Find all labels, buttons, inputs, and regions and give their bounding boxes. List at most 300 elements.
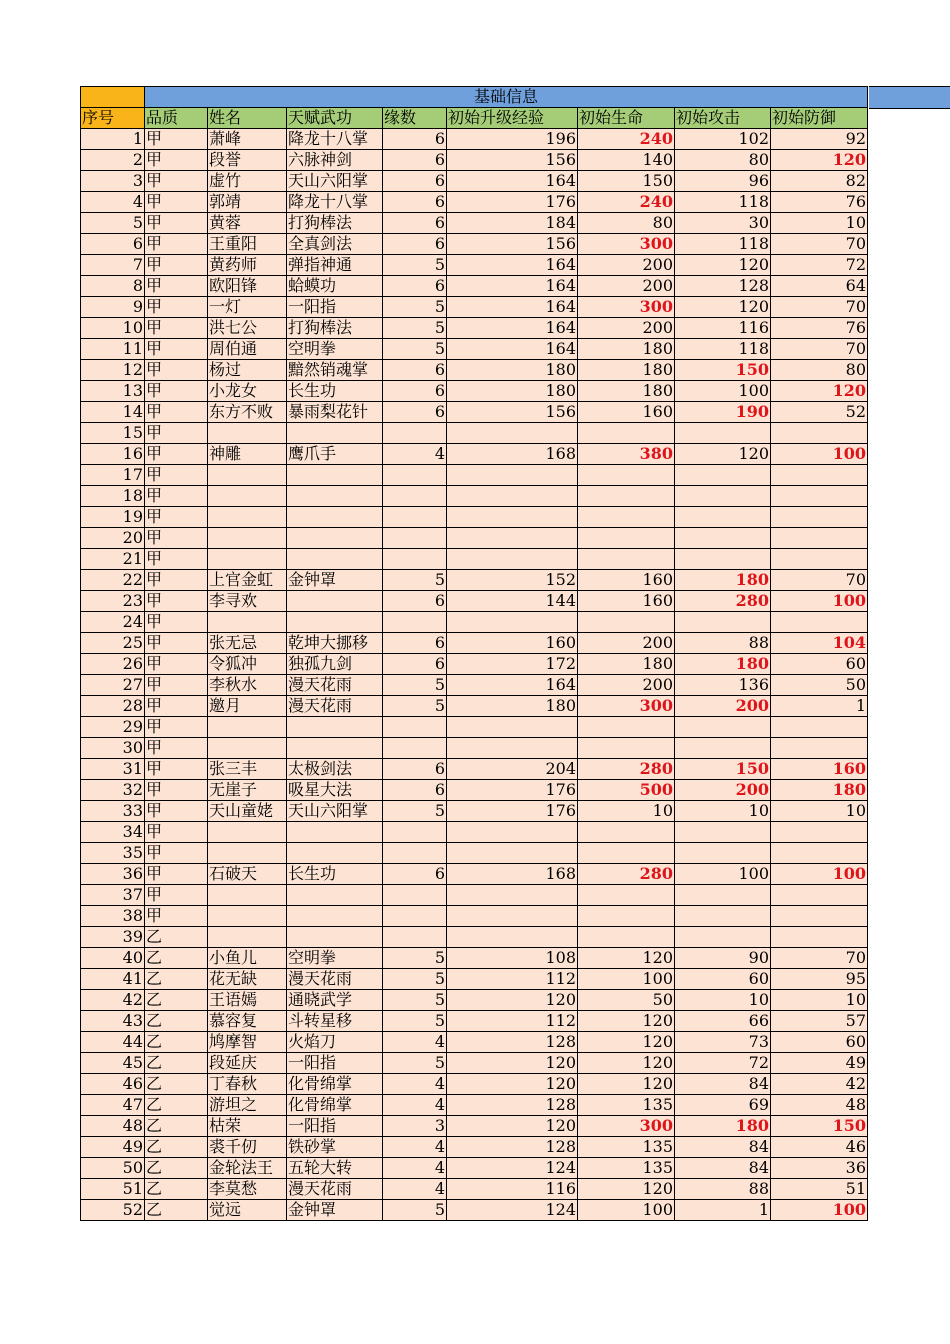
cell-hp[interactable] [578,549,675,570]
cell-seq[interactable]: 31 [81,759,145,780]
cell-def[interactable]: 10 [771,213,868,234]
cell-seq[interactable]: 27 [81,675,145,696]
cell-atk[interactable] [675,906,771,927]
cell-skill[interactable] [287,549,383,570]
cell-hp[interactable]: 240 [578,129,675,150]
cell-seq[interactable]: 2 [81,150,145,171]
cell-name[interactable]: 花无缺 [208,969,287,990]
cell-seq[interactable]: 5 [81,213,145,234]
cell-exp[interactable] [447,843,578,864]
cell-exp[interactable]: 156 [447,402,578,423]
cell-def[interactable] [771,549,868,570]
cell-atk[interactable] [675,927,771,948]
cell-hp[interactable]: 180 [578,360,675,381]
cell-quality[interactable]: 甲 [145,444,208,465]
cell-name[interactable] [208,528,287,549]
cell-seq[interactable]: 36 [81,864,145,885]
cell-skill[interactable] [287,843,383,864]
cell-name[interactable]: 周伯通 [208,339,287,360]
cell-seq[interactable]: 45 [81,1053,145,1074]
cell-atk[interactable] [675,423,771,444]
cell-exp[interactable]: 112 [447,1011,578,1032]
cell-atk[interactable] [675,843,771,864]
cell-atk[interactable] [675,738,771,759]
cell-fate[interactable]: 6 [383,360,447,381]
cell-seq[interactable]: 18 [81,486,145,507]
cell-atk[interactable]: 200 [675,696,771,717]
cell-def[interactable] [771,507,868,528]
cell-fate[interactable] [383,906,447,927]
cell-exp[interactable]: 112 [447,969,578,990]
cell-def[interactable]: 150 [771,1116,868,1137]
cell-exp[interactable]: 120 [447,1053,578,1074]
cell-atk[interactable] [675,885,771,906]
cell-hp[interactable]: 240 [578,192,675,213]
cell-def[interactable] [771,843,868,864]
cell-skill[interactable]: 长生功 [287,864,383,885]
cell-fate[interactable]: 6 [383,402,447,423]
cell-def[interactable]: 60 [771,654,868,675]
cell-def[interactable]: 49 [771,1053,868,1074]
cell-name[interactable]: 天山童姥 [208,801,287,822]
cell-fate[interactable] [383,927,447,948]
cell-def[interactable]: 1 [771,696,868,717]
header-atk[interactable]: 初始攻击 [675,108,771,129]
cell-exp[interactable]: 116 [447,1179,578,1200]
cell-skill[interactable]: 五轮大转 [287,1158,383,1179]
cell-fate[interactable]: 5 [383,969,447,990]
cell-seq[interactable]: 3 [81,171,145,192]
cell-name[interactable]: 上官金虹 [208,570,287,591]
cell-fate[interactable] [383,822,447,843]
cell-exp[interactable] [447,486,578,507]
cell-def[interactable] [771,927,868,948]
cell-fate[interactable]: 6 [383,864,447,885]
cell-skill[interactable] [287,528,383,549]
cell-def[interactable]: 70 [771,570,868,591]
cell-hp[interactable] [578,486,675,507]
cell-exp[interactable]: 164 [447,297,578,318]
cell-def[interactable]: 60 [771,1032,868,1053]
cell-exp[interactable]: 156 [447,150,578,171]
cell-atk[interactable]: 120 [675,297,771,318]
cell-quality[interactable]: 甲 [145,318,208,339]
cell-exp[interactable]: 124 [447,1158,578,1179]
cell-name[interactable]: 丁春秋 [208,1074,287,1095]
cell-fate[interactable]: 5 [383,1011,447,1032]
cell-fate[interactable]: 6 [383,213,447,234]
cell-seq[interactable]: 37 [81,885,145,906]
cell-atk[interactable]: 150 [675,759,771,780]
cell-quality[interactable]: 甲 [145,738,208,759]
cell-name[interactable]: 萧峰 [208,129,287,150]
cell-seq[interactable]: 23 [81,591,145,612]
cell-exp[interactable] [447,885,578,906]
cell-skill[interactable] [287,591,383,612]
cell-def[interactable] [771,906,868,927]
cell-hp[interactable] [578,423,675,444]
cell-seq[interactable]: 30 [81,738,145,759]
cell-exp[interactable] [447,423,578,444]
cell-skill[interactable]: 斗转星移 [287,1011,383,1032]
cell-name[interactable]: 黄蓉 [208,213,287,234]
cell-hp[interactable]: 180 [578,654,675,675]
cell-fate[interactable]: 4 [383,1032,447,1053]
cell-atk[interactable]: 180 [675,1116,771,1137]
cell-hp[interactable]: 200 [578,633,675,654]
cell-hp[interactable]: 280 [578,864,675,885]
cell-hp[interactable]: 160 [578,570,675,591]
cell-def[interactable] [771,822,868,843]
cell-name[interactable] [208,906,287,927]
cell-name[interactable]: 枯荣 [208,1116,287,1137]
cell-name[interactable] [208,507,287,528]
cell-seq[interactable]: 51 [81,1179,145,1200]
header-fate[interactable]: 缘数 [383,108,447,129]
cell-exp[interactable] [447,717,578,738]
cell-def[interactable] [771,465,868,486]
cell-quality[interactable]: 乙 [145,927,208,948]
cell-exp[interactable]: 164 [447,339,578,360]
cell-hp[interactable] [578,906,675,927]
header-skill[interactable]: 天赋武功 [287,108,383,129]
cell-fate[interactable] [383,507,447,528]
cell-skill[interactable]: 吸星大法 [287,780,383,801]
cell-atk[interactable]: 30 [675,213,771,234]
cell-fate[interactable]: 4 [383,1074,447,1095]
cell-exp[interactable]: 128 [447,1137,578,1158]
cell-skill[interactable]: 空明拳 [287,948,383,969]
cell-atk[interactable]: 96 [675,171,771,192]
cell-name[interactable]: 虚竹 [208,171,287,192]
cell-quality[interactable]: 乙 [145,990,208,1011]
cell-atk[interactable]: 200 [675,780,771,801]
cell-skill[interactable] [287,465,383,486]
cell-hp[interactable]: 160 [578,591,675,612]
cell-seq[interactable]: 32 [81,780,145,801]
cell-seq[interactable]: 15 [81,423,145,444]
cell-quality[interactable]: 甲 [145,843,208,864]
cell-fate[interactable]: 5 [383,1200,447,1221]
cell-seq[interactable]: 40 [81,948,145,969]
cell-skill[interactable]: 降龙十八掌 [287,129,383,150]
cell-quality[interactable]: 乙 [145,1095,208,1116]
cell-skill[interactable]: 降龙十八掌 [287,192,383,213]
cell-quality[interactable]: 乙 [145,969,208,990]
cell-fate[interactable]: 6 [383,234,447,255]
cell-fate[interactable]: 6 [383,633,447,654]
cell-seq[interactable]: 33 [81,801,145,822]
cell-quality[interactable]: 甲 [145,171,208,192]
cell-exp[interactable] [447,927,578,948]
cell-name[interactable]: 王重阳 [208,234,287,255]
cell-hp[interactable]: 500 [578,780,675,801]
cell-hp[interactable]: 135 [578,1095,675,1116]
cell-fate[interactable]: 6 [383,780,447,801]
cell-skill[interactable]: 长生功 [287,381,383,402]
cell-name[interactable]: 觉远 [208,1200,287,1221]
cell-def[interactable]: 70 [771,339,868,360]
cell-quality[interactable]: 甲 [145,486,208,507]
cell-skill[interactable]: 打狗棒法 [287,213,383,234]
cell-hp[interactable] [578,843,675,864]
cell-atk[interactable]: 100 [675,381,771,402]
cell-def[interactable]: 120 [771,150,868,171]
cell-seq[interactable]: 41 [81,969,145,990]
cell-hp[interactable]: 300 [578,1116,675,1137]
cell-skill[interactable]: 漫天花雨 [287,696,383,717]
cell-quality[interactable]: 甲 [145,402,208,423]
cell-fate[interactable] [383,843,447,864]
cell-atk[interactable]: 84 [675,1158,771,1179]
cell-exp[interactable]: 108 [447,948,578,969]
cell-name[interactable] [208,717,287,738]
cell-exp[interactable] [447,465,578,486]
cell-fate[interactable]: 4 [383,444,447,465]
cell-hp[interactable]: 180 [578,339,675,360]
cell-exp[interactable]: 164 [447,171,578,192]
cell-def[interactable]: 95 [771,969,868,990]
cell-exp[interactable]: 124 [447,1200,578,1221]
cell-seq[interactable]: 47 [81,1095,145,1116]
cell-hp[interactable] [578,612,675,633]
cell-hp[interactable]: 100 [578,1200,675,1221]
cell-exp[interactable]: 180 [447,381,578,402]
cell-seq[interactable]: 13 [81,381,145,402]
cell-hp[interactable]: 120 [578,1074,675,1095]
cell-hp[interactable]: 150 [578,171,675,192]
cell-fate[interactable] [383,717,447,738]
cell-exp[interactable]: 120 [447,1116,578,1137]
cell-exp[interactable] [447,549,578,570]
cell-hp[interactable] [578,465,675,486]
cell-seq[interactable]: 50 [81,1158,145,1179]
cell-quality[interactable]: 甲 [145,339,208,360]
cell-seq[interactable]: 26 [81,654,145,675]
cell-skill[interactable] [287,906,383,927]
cell-seq[interactable]: 48 [81,1116,145,1137]
cell-seq[interactable]: 1 [81,129,145,150]
cell-hp[interactable]: 120 [578,1011,675,1032]
cell-skill[interactable]: 通晓武学 [287,990,383,1011]
cell-fate[interactable]: 5 [383,255,447,276]
cell-quality[interactable]: 甲 [145,717,208,738]
cell-exp[interactable]: 172 [447,654,578,675]
cell-name[interactable]: 小龙女 [208,381,287,402]
cell-seq[interactable]: 19 [81,507,145,528]
cell-skill[interactable]: 漫天花雨 [287,675,383,696]
cell-atk[interactable] [675,507,771,528]
cell-skill[interactable] [287,738,383,759]
cell-exp[interactable]: 160 [447,633,578,654]
cell-skill[interactable]: 弹指神通 [287,255,383,276]
cell-fate[interactable] [383,885,447,906]
cell-skill[interactable]: 黯然销魂掌 [287,360,383,381]
cell-fate[interactable]: 6 [383,654,447,675]
cell-exp[interactable] [447,507,578,528]
cell-name[interactable]: 鸠摩智 [208,1032,287,1053]
cell-quality[interactable]: 乙 [145,1011,208,1032]
cell-seq[interactable]: 34 [81,822,145,843]
cell-quality[interactable]: 甲 [145,129,208,150]
cell-hp[interactable]: 300 [578,297,675,318]
cell-atk[interactable]: 136 [675,675,771,696]
cell-name[interactable] [208,843,287,864]
cell-fate[interactable] [383,486,447,507]
cell-seq[interactable]: 39 [81,927,145,948]
cell-seq[interactable]: 29 [81,717,145,738]
cell-fate[interactable] [383,612,447,633]
cell-atk[interactable] [675,549,771,570]
cell-seq[interactable]: 38 [81,906,145,927]
cell-skill[interactable] [287,717,383,738]
cell-def[interactable]: 100 [771,444,868,465]
cell-hp[interactable] [578,717,675,738]
cell-atk[interactable]: 190 [675,402,771,423]
cell-quality[interactable]: 甲 [145,360,208,381]
cell-quality[interactable]: 甲 [145,528,208,549]
cell-hp[interactable]: 120 [578,1053,675,1074]
cell-atk[interactable] [675,486,771,507]
cell-def[interactable]: 160 [771,759,868,780]
cell-name[interactable]: 王语嫣 [208,990,287,1011]
cell-def[interactable]: 10 [771,990,868,1011]
cell-skill[interactable]: 火焰刀 [287,1032,383,1053]
cell-name[interactable] [208,549,287,570]
cell-hp[interactable] [578,507,675,528]
cell-skill[interactable]: 暴雨梨花针 [287,402,383,423]
cell-def[interactable] [771,885,868,906]
header-def[interactable]: 初始防御 [771,108,868,129]
cell-skill[interactable]: 金钟罩 [287,1200,383,1221]
cell-quality[interactable]: 甲 [145,780,208,801]
cell-def[interactable]: 70 [771,234,868,255]
cell-seq[interactable]: 10 [81,318,145,339]
cell-quality[interactable]: 甲 [145,549,208,570]
cell-skill[interactable]: 乾坤大挪移 [287,633,383,654]
cell-fate[interactable]: 6 [383,381,447,402]
cell-name[interactable]: 李莫愁 [208,1179,287,1200]
cell-exp[interactable] [447,738,578,759]
cell-hp[interactable] [578,927,675,948]
cell-def[interactable]: 51 [771,1179,868,1200]
cell-hp[interactable]: 200 [578,675,675,696]
cell-hp[interactable]: 180 [578,381,675,402]
cell-atk[interactable]: 88 [675,1179,771,1200]
cell-fate[interactable]: 4 [383,1137,447,1158]
cell-skill[interactable]: 漫天花雨 [287,1179,383,1200]
cell-exp[interactable]: 180 [447,696,578,717]
cell-quality[interactable]: 乙 [145,948,208,969]
cell-name[interactable] [208,465,287,486]
cell-hp[interactable]: 140 [578,150,675,171]
cell-name[interactable] [208,612,287,633]
cell-fate[interactable] [383,528,447,549]
cell-quality[interactable]: 乙 [145,1200,208,1221]
cell-quality[interactable]: 乙 [145,1116,208,1137]
cell-atk[interactable]: 66 [675,1011,771,1032]
cell-fate[interactable]: 5 [383,1053,447,1074]
cell-exp[interactable]: 176 [447,780,578,801]
cell-atk[interactable] [675,612,771,633]
cell-fate[interactable]: 4 [383,1095,447,1116]
cell-atk[interactable]: 10 [675,801,771,822]
cell-hp[interactable]: 160 [578,402,675,423]
cell-quality[interactable]: 甲 [145,423,208,444]
cell-quality[interactable]: 甲 [145,612,208,633]
cell-fate[interactable]: 6 [383,192,447,213]
cell-name[interactable] [208,927,287,948]
cell-def[interactable]: 120 [771,381,868,402]
cell-atk[interactable]: 69 [675,1095,771,1116]
cell-quality[interactable]: 甲 [145,465,208,486]
cell-skill[interactable]: 空明拳 [287,339,383,360]
cell-hp[interactable]: 300 [578,234,675,255]
cell-atk[interactable]: 102 [675,129,771,150]
cell-hp[interactable]: 200 [578,318,675,339]
cell-quality[interactable]: 甲 [145,822,208,843]
cell-exp[interactable]: 164 [447,276,578,297]
cell-def[interactable]: 70 [771,948,868,969]
cell-name[interactable] [208,885,287,906]
cell-name[interactable] [208,486,287,507]
cell-name[interactable]: 洪七公 [208,318,287,339]
cell-def[interactable]: 48 [771,1095,868,1116]
cell-quality[interactable]: 甲 [145,633,208,654]
cell-fate[interactable]: 5 [383,570,447,591]
cell-fate[interactable]: 5 [383,990,447,1011]
corner-cell[interactable] [81,87,145,108]
cell-seq[interactable]: 20 [81,528,145,549]
cell-atk[interactable]: 118 [675,192,771,213]
cell-skill[interactable]: 一阳指 [287,1053,383,1074]
group-header-cell[interactable]: 基础信息 [145,87,868,108]
cell-seq[interactable]: 25 [81,633,145,654]
cell-hp[interactable] [578,885,675,906]
cell-fate[interactable] [383,738,447,759]
cell-name[interactable]: 裘千仞 [208,1137,287,1158]
cell-exp[interactable]: 176 [447,192,578,213]
cell-name[interactable]: 慕容复 [208,1011,287,1032]
cell-name[interactable]: 黄药师 [208,255,287,276]
cell-name[interactable]: 郭靖 [208,192,287,213]
cell-def[interactable]: 64 [771,276,868,297]
cell-seq[interactable]: 9 [81,297,145,318]
cell-atk[interactable]: 10 [675,990,771,1011]
cell-quality[interactable]: 甲 [145,591,208,612]
cell-skill[interactable]: 独孤九剑 [287,654,383,675]
cell-quality[interactable]: 乙 [145,1179,208,1200]
cell-quality[interactable]: 甲 [145,654,208,675]
cell-seq[interactable]: 6 [81,234,145,255]
cell-seq[interactable]: 43 [81,1011,145,1032]
cell-seq[interactable]: 8 [81,276,145,297]
cell-quality[interactable]: 乙 [145,1074,208,1095]
cell-seq[interactable]: 16 [81,444,145,465]
cell-name[interactable]: 段誉 [208,150,287,171]
cell-atk[interactable] [675,528,771,549]
cell-skill[interactable] [287,927,383,948]
cell-seq[interactable]: 12 [81,360,145,381]
cell-name[interactable]: 石破天 [208,864,287,885]
cell-skill[interactable]: 六脉神剑 [287,150,383,171]
cell-def[interactable]: 50 [771,675,868,696]
cell-name[interactable]: 神雕 [208,444,287,465]
cell-hp[interactable]: 200 [578,255,675,276]
cell-exp[interactable]: 168 [447,444,578,465]
cell-seq[interactable]: 7 [81,255,145,276]
cell-quality[interactable]: 甲 [145,675,208,696]
